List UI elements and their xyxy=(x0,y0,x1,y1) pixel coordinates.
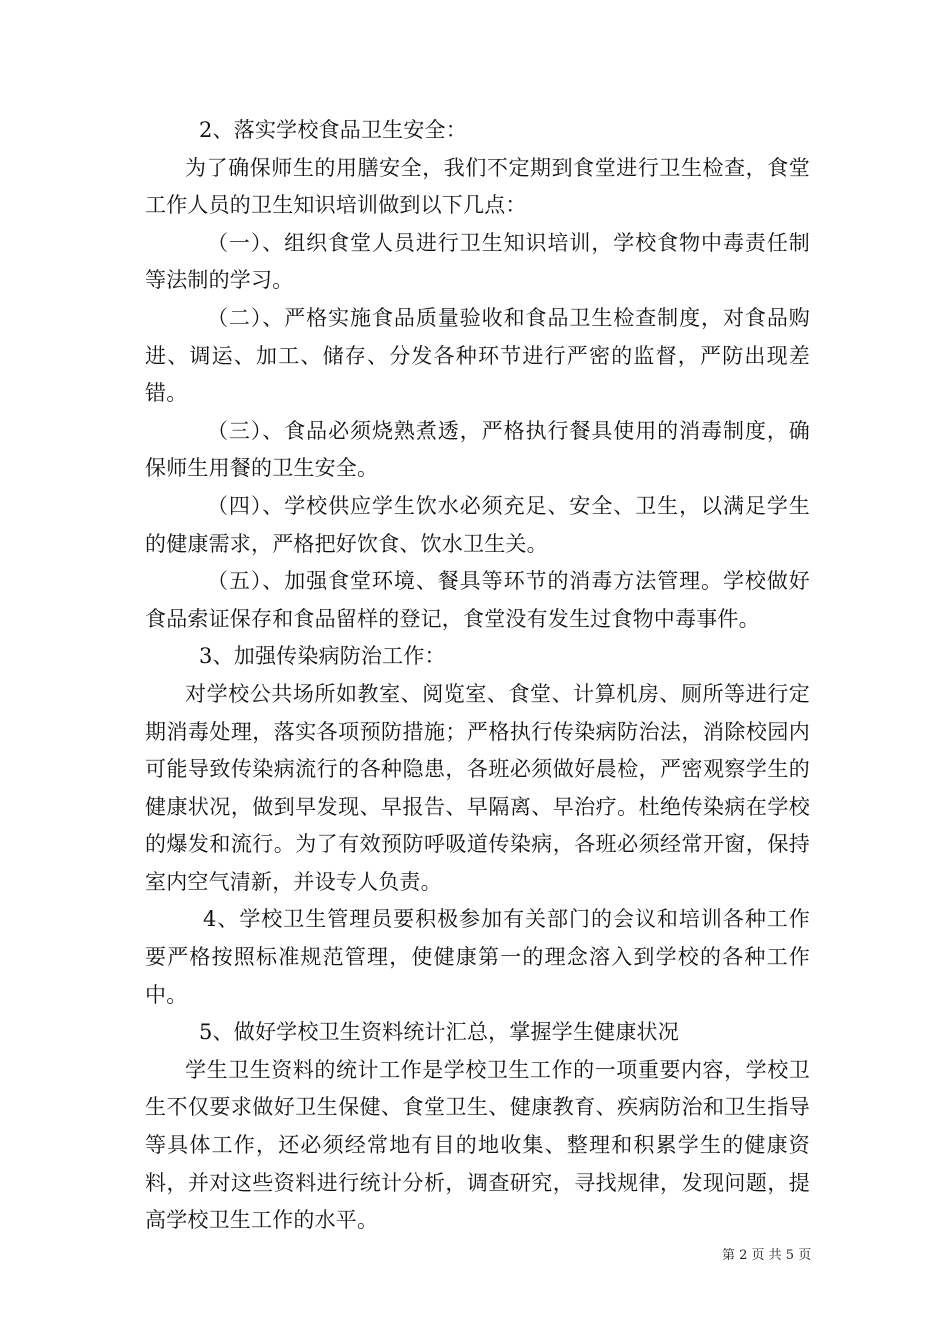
paragraph-disease-prevention: 对学校公共场所如教室、阅览室、食堂、计算机房、厕所等进行定期消毒处理，落实各项预防措施；严格执行传染病防治法，消除校园内可能导致传染病流行的各种隐患，各班必须做好晨检，严密观察学生的健康状况，做到早发现、早报告、早隔离、早治疗。杜绝传染病在学校的爆发和流行。为了有效预防呼吸道传染病，各班必须经常开窗，保持室内空气清新，并设专人负责。 xyxy=(145,681,810,894)
section-heading-health-admin: 4、学校卫生管理员要积极参加有关部门的会议和培训各种工作要严格按照标准规范管理，使健康第一的理念溶入到学校的各种工作中。 xyxy=(145,907,810,1007)
paragraph-food-safety-intro: 为了确保师生的用膳安全，我们不定期到食堂进行卫生检查，食堂工作人员的卫生知识培训做到以下几点： xyxy=(145,155,810,218)
section-heading-statistics: 5、做好学校卫生资料统计汇总，掌握学生健康状况 xyxy=(199,1020,679,1045)
list-item-5: （五）、加强食堂环境、餐具等环节的消毒方法管理。学校做好食品索证保存和食品留样的登记，食堂没有发生过食物中毒事件。 xyxy=(145,569,810,631)
section-heading-disease-prevention: 3、加强传染病防治工作： xyxy=(199,644,446,669)
list-item-2: （二）、严格实施食品质量验收和食品卫生检查制度，对食品购进、调运、加工、储存、分发各种环节进行严密的监督，严防出现差错。 xyxy=(145,305,810,406)
list-item-1: （一）、组织食堂人员进行卫生知识培训，学校食物中毒责任制等法制的学习。 xyxy=(145,230,810,293)
list-item-4: （四）、学校供应学生饮水必须充足、安全、卫生，以满足学生的健康需求，严格把好饮食、饮水卫生关。 xyxy=(145,493,810,556)
document-body xyxy=(145,112,810,1240)
paragraph-statistics: 学生卫生资料的统计工作是学校卫生工作的一项重要内容，学校卫生不仅要求做好卫生保健、食堂卫生、健康教育、疾病防治和卫生指导等具体工作，还必须经常地有目的地收集、整理和积累学生的健康资料，并对这些资料进行统计分析，调查研究，寻找规律，发现问题，提高学校卫生工作的水平。 xyxy=(145,1057,810,1233)
page-number: 第 2 页 共 5 页 xyxy=(722,1248,812,1263)
section-heading-food-safety: 2、落实学校食品卫生安全： xyxy=(199,118,467,142)
list-item-3: （三）、食品必须烧熟煮透，严格执行餐具使用的消毒制度，确保师生用餐的卫生安全。 xyxy=(145,418,810,481)
